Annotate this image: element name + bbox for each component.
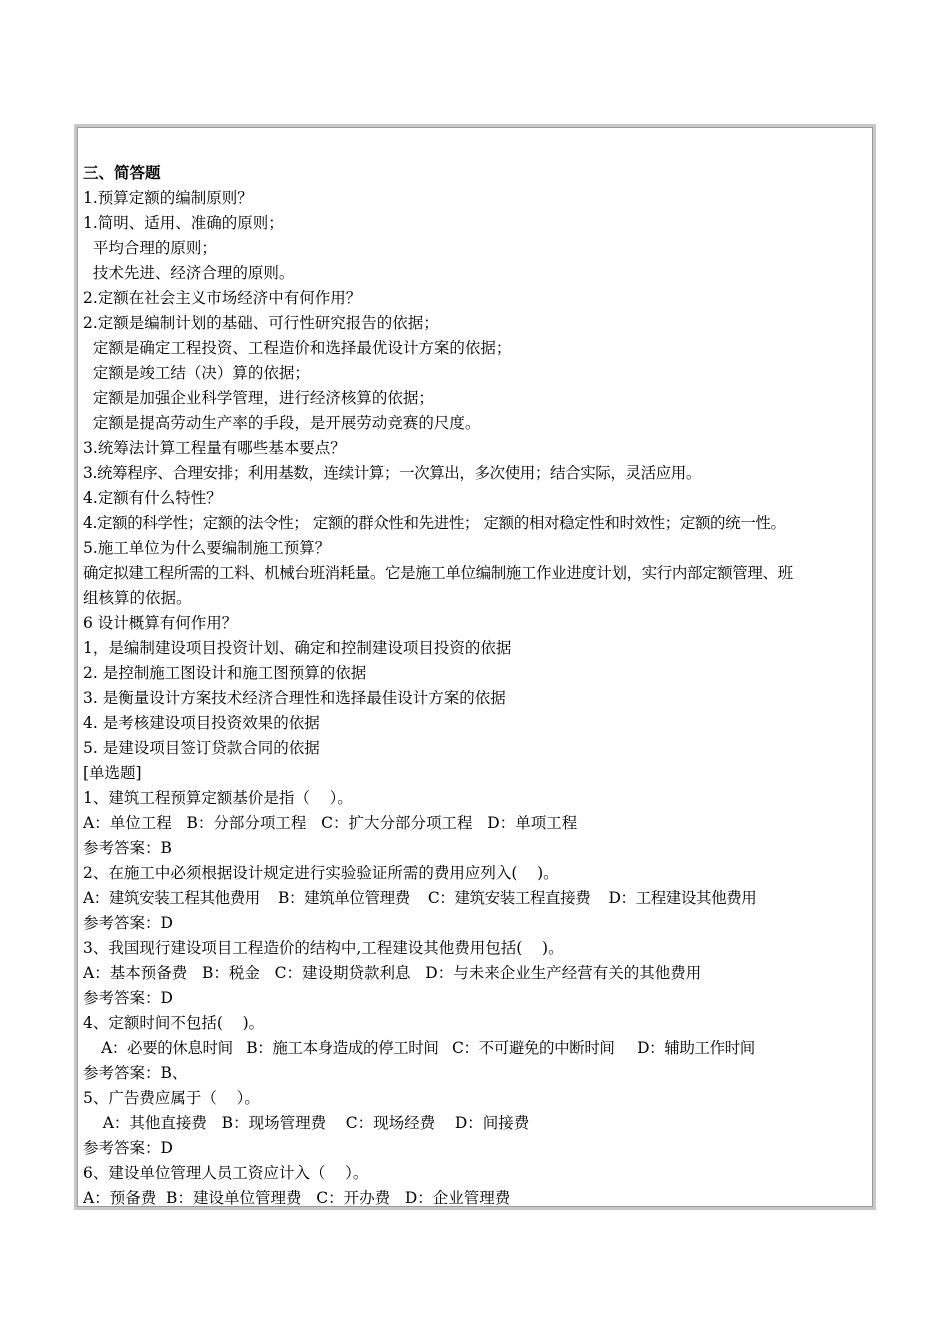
mc-question-2: 2、在施工中必须根据设计规定进行实验验证所需的费用应列入( )。	[83, 864, 559, 882]
question-4: 4.定额有什么特性？	[83, 489, 222, 507]
mc-question-3: 3、我国现行建设项目工程造价的结构中,工程建设其他费用包括( )。	[83, 939, 564, 957]
question-1: 1.预算定额的编制原则？	[83, 189, 253, 207]
mc-question-5: 5、广告费应属于（ ）。	[83, 1089, 260, 1107]
answer-5-line-1: 确定拟建工程所需的工料、机械台班消耗量。它是施工单位编制施工作业进度计划，实行内部定额管理、班	[83, 564, 793, 582]
question-2: 2.定额在社会主义市场经济中有何作用？	[83, 289, 362, 307]
answer-2-line-3: 定额是竣工结（决）算的依据；	[83, 364, 310, 382]
question-6: 6 设计概算有何作用？	[83, 614, 238, 632]
answer-3: 3.统筹程序、合理安排；利用基数，连续计算；一次算出，多次使用；结合实际，灵活应用。	[83, 464, 701, 482]
mc-question-6: 6、建设单位管理人员工资应计入（ ）。	[83, 1164, 369, 1182]
answer-4: 4.定额的科学性；定额的法令性； 定额的群众性和先进性； 定额的相对稳定性和时效性；定额的统一性。	[83, 514, 786, 532]
mc-options-3: A：基本预备费 B：税金 C：建设期贷款利息 D：与未来企业生产经营有关的其他费用	[83, 964, 702, 982]
answer-6-item-5: 5. 是建设项目签订贷款合同的依据	[83, 739, 320, 757]
mc-answer-4: 参考答案：B、	[83, 1064, 188, 1082]
mc-options-2: A：建筑安装工程其他费用 B：建筑单位管理费 C：建筑安装工程直接费 D：工程建设其他费用	[83, 889, 757, 907]
document-frame	[74, 124, 876, 1210]
answer-2-line-2: 定额是确定工程投资、工程造价和选择最优设计方案的依据；	[83, 339, 512, 357]
question-5: 5.施工单位为什么要编制施工预算？	[83, 539, 331, 557]
mc-options-5: A：其他直接费 B：现场管理费 C：现场经费 D：间接费	[83, 1114, 530, 1132]
answer-2-line-5: 定额是提高劳动生产率的手段，是开展劳动竞赛的尺度。	[83, 414, 481, 432]
document-body	[83, 161, 869, 1211]
answer-6-item-4: 4. 是考核建设项目投资效果的依据	[83, 714, 320, 732]
section-heading: 三、简答题	[83, 164, 161, 182]
answer-1-line-2: 平均合理的原则；	[83, 239, 217, 257]
answer-1-line-1: 1.简明、适用、准确的原则；	[83, 214, 284, 232]
answer-1-line-3: 技术先进、经济合理的原则。	[83, 264, 295, 282]
mc-options-4: A：必要的休息时间 B：施工本身造成的停工时间 C：不可避免的中断时间 D：辅助工作时间	[83, 1039, 755, 1057]
mc-answer-5: 参考答案：D	[83, 1139, 173, 1157]
answer-2-line-1: 2.定额是编制计划的基础、可行性研究报告的依据；	[83, 314, 439, 332]
answer-6-item-3: 3. 是衡量设计方案技术经济合理性和选择最佳设计方案的依据	[83, 689, 506, 707]
question-3: 3.统筹法计算工程量有哪些基本要点？	[83, 439, 346, 457]
mc-answer-2: 参考答案：D	[83, 914, 173, 932]
mc-answer-1: 参考答案：B	[83, 839, 172, 857]
single-choice-heading: [单选题]	[83, 764, 142, 782]
answer-6-item-2: 2. 是控制施工图设计和施工图预算的依据	[83, 664, 367, 682]
mc-question-1: 1、建筑工程预算定额基价是指（ ）。	[83, 789, 353, 807]
answer-2-line-4: 定额是加强企业科学管理，进行经济核算的依据；	[83, 389, 434, 407]
mc-question-4: 4、定额时间不包括( )。	[83, 1014, 265, 1032]
mc-options-1: A：单位工程 B：分部分项工程 C：扩大分部分项工程 D：单项工程	[83, 814, 578, 832]
mc-answer-3: 参考答案：D	[83, 989, 173, 1007]
mc-options-6: A：预备费 B：建设单位管理费 C：开办费 D：企业管理费	[83, 1189, 511, 1207]
answer-6-item-1: 1，是编制建设项目投资计划、确定和控制建设项目投资的依据	[83, 639, 512, 657]
answer-5-line-2: 组核算的依据。	[83, 589, 192, 607]
